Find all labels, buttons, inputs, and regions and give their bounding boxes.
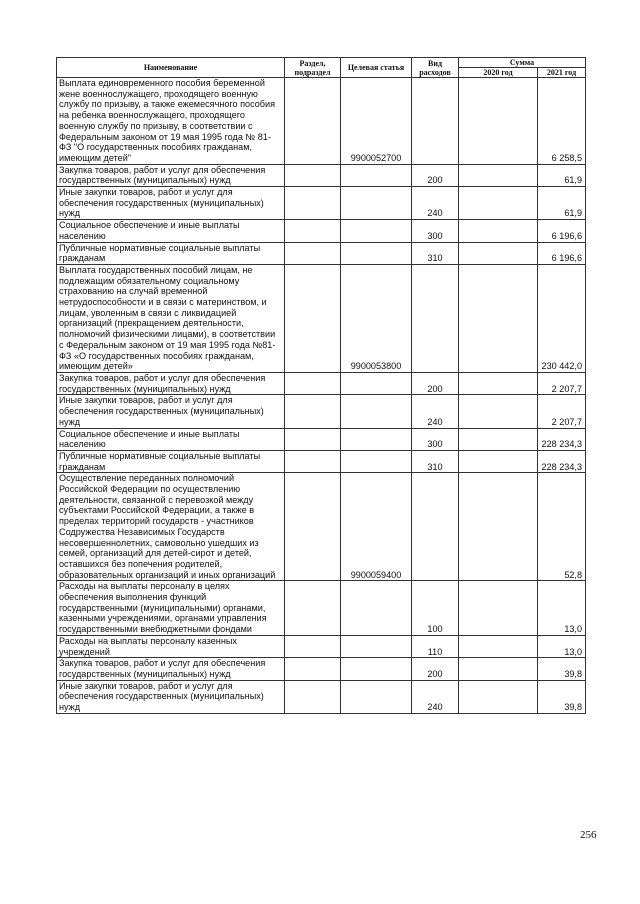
budget-table (56, 57, 586, 714)
table-row (57, 164, 586, 186)
cell-type: 110 (412, 635, 459, 657)
cell-s2020 (459, 187, 538, 220)
cell-type: 200 (412, 164, 459, 186)
page-number: 256 (580, 829, 597, 841)
cell-target (341, 220, 412, 242)
cell-type: 310 (412, 242, 459, 264)
cell-s2020 (459, 78, 538, 165)
cell-name: Публичные нормативные социальные выплаты гражданам (57, 450, 285, 472)
cell-target (341, 164, 412, 186)
cell-section (285, 220, 341, 242)
cell-target (341, 581, 412, 636)
cell-section (285, 658, 341, 680)
cell-section (285, 581, 341, 636)
cell-s2021: 228 234,3 (538, 450, 586, 472)
cell-name: Иные закупки товаров, работ и услуг для обеспечения государственных (муниципальных) нужд (57, 680, 285, 713)
table-row (57, 372, 586, 394)
cell-type (412, 473, 459, 581)
cell-s2021: 52,8 (538, 473, 586, 581)
table-row (57, 658, 586, 680)
cell-section (285, 242, 341, 264)
cell-section (285, 635, 341, 657)
cell-s2020 (459, 220, 538, 242)
table-body (57, 78, 586, 714)
cell-type: 300 (412, 220, 459, 242)
cell-type: 100 (412, 581, 459, 636)
table-row (57, 187, 586, 220)
header-name: Наименование (57, 58, 285, 78)
cell-type: 240 (412, 395, 459, 428)
cell-type (412, 78, 459, 165)
cell-s2021: 6 196,6 (538, 242, 586, 264)
cell-type: 200 (412, 372, 459, 394)
table-row (57, 680, 586, 713)
cell-s2020 (459, 242, 538, 264)
header-2021: 2021 год (538, 68, 586, 78)
cell-s2020 (459, 264, 538, 372)
cell-type: 300 (412, 428, 459, 450)
cell-target (341, 450, 412, 472)
cell-type (412, 264, 459, 372)
cell-target: 9900052700 (341, 78, 412, 165)
cell-name: Социальное обеспечение и иные выплаты населению (57, 428, 285, 450)
cell-section (285, 473, 341, 581)
cell-s2021: 228 234,3 (538, 428, 586, 450)
cell-target (341, 428, 412, 450)
cell-name: Публичные нормативные социальные выплаты гражданам (57, 242, 285, 264)
cell-section (285, 450, 341, 472)
cell-name: Социальное обеспечение и иные выплаты населению (57, 220, 285, 242)
cell-s2020 (459, 164, 538, 186)
cell-name: Иные закупки товаров, работ и услуг для обеспечения государственных (муниципальных) нужд (57, 395, 285, 428)
cell-name: Выплата единовременного пособия беременной жене военнослужащего, проходящего военную службу по призыву, а также ежемесячного пособия на ребенка военнослужащего, проходящего военную службу по призыву, в соответствии с Федеральным законом от 19 мая 1995 года № 81-ФЗ "О государственных пособиях гражданам, имеющим детей" (57, 78, 285, 165)
cell-name: Закупка товаров, работ и услуг для обеспечения государственных (муниципальных) нужд (57, 164, 285, 186)
cell-target (341, 187, 412, 220)
cell-s2020 (459, 473, 538, 581)
cell-s2020 (459, 581, 538, 636)
cell-s2021: 39,8 (538, 680, 586, 713)
cell-target (341, 372, 412, 394)
cell-section (285, 164, 341, 186)
cell-name: Закупка товаров, работ и услуг для обеспечения государственных (муниципальных) нужд (57, 658, 285, 680)
cell-s2021: 61,9 (538, 187, 586, 220)
header-target: Целевая статья (341, 58, 412, 78)
table-row (57, 78, 586, 165)
cell-target: 9900053800 (341, 264, 412, 372)
cell-section (285, 395, 341, 428)
table-row (57, 635, 586, 657)
cell-s2020 (459, 372, 538, 394)
cell-name: Осуществление переданных полномочий Российской Федерации по осуществлению деятельности, связанной с перевозкой между субъектами Российской Федерации, а также в пределах территорий государств - участников Содружества Независимых Государств несовершеннолетних, самовольно ушедших из семей, организаций для детей-сирот и детей, оставшихся без попечения родителей, образовательных организаций и иных организаций (57, 473, 285, 581)
table-row (57, 220, 586, 242)
cell-section (285, 78, 341, 165)
cell-s2021: 2 207,7 (538, 395, 586, 428)
cell-s2020 (459, 450, 538, 472)
table-header (57, 58, 586, 78)
table-row (57, 264, 586, 372)
cell-target: 9900059400 (341, 473, 412, 581)
cell-s2020 (459, 680, 538, 713)
table-row (57, 450, 586, 472)
cell-type: 200 (412, 658, 459, 680)
cell-s2020 (459, 428, 538, 450)
cell-type: 240 (412, 187, 459, 220)
table-row (57, 242, 586, 264)
cell-name: Расходы на выплаты персоналу в целях обеспечения выполнения функций государственными (муниципальными) органами, казенными учреждениями, органами управления государственными внебюджетными фондами (57, 581, 285, 636)
cell-section (285, 428, 341, 450)
cell-target (341, 635, 412, 657)
cell-section (285, 680, 341, 713)
cell-target (341, 242, 412, 264)
cell-s2021: 13,0 (538, 635, 586, 657)
header-2020: 2020 год (459, 68, 538, 78)
table-row (57, 581, 586, 636)
cell-s2020 (459, 395, 538, 428)
table-row (57, 428, 586, 450)
cell-section (285, 264, 341, 372)
header-type: Вид расходов (412, 58, 459, 78)
cell-name: Выплата государственных пособий лицам, не подлежащим обязательному социальному страхованию на случай временной нетрудоспособности и в связи с материнством, и лицам, уволенным в связи с ликвидацией организаций (прекращением деятельности, полномочий физическими лицами), в соответствии с Федеральным законом от 19 мая 1995 года №81-ФЗ «О государственных пособиях гражданам, имеющим детей» (57, 264, 285, 372)
cell-s2021: 13,0 (538, 581, 586, 636)
cell-target (341, 680, 412, 713)
cell-s2021: 39,8 (538, 658, 586, 680)
cell-target (341, 395, 412, 428)
cell-type: 310 (412, 450, 459, 472)
cell-s2020 (459, 635, 538, 657)
cell-s2021: 2 207,7 (538, 372, 586, 394)
cell-section (285, 187, 341, 220)
cell-s2021: 230 442,0 (538, 264, 586, 372)
table-row (57, 395, 586, 428)
cell-s2021: 6 258,5 (538, 78, 586, 165)
cell-name: Расходы на выплаты персоналу казенных учреждений (57, 635, 285, 657)
cell-name: Закупка товаров, работ и услуг для обеспечения государственных (муниципальных) нужд (57, 372, 285, 394)
cell-type: 240 (412, 680, 459, 713)
cell-s2021: 6 196,6 (538, 220, 586, 242)
cell-name: Иные закупки товаров, работ и услуг для обеспечения государственных (муниципальных) нужд (57, 187, 285, 220)
header-section: Раздел, подраздел (285, 58, 341, 78)
cell-section (285, 372, 341, 394)
cell-s2020 (459, 658, 538, 680)
cell-target (341, 658, 412, 680)
header-sum: Сумма (459, 58, 586, 68)
table-row (57, 473, 586, 581)
cell-s2021: 61,9 (538, 164, 586, 186)
